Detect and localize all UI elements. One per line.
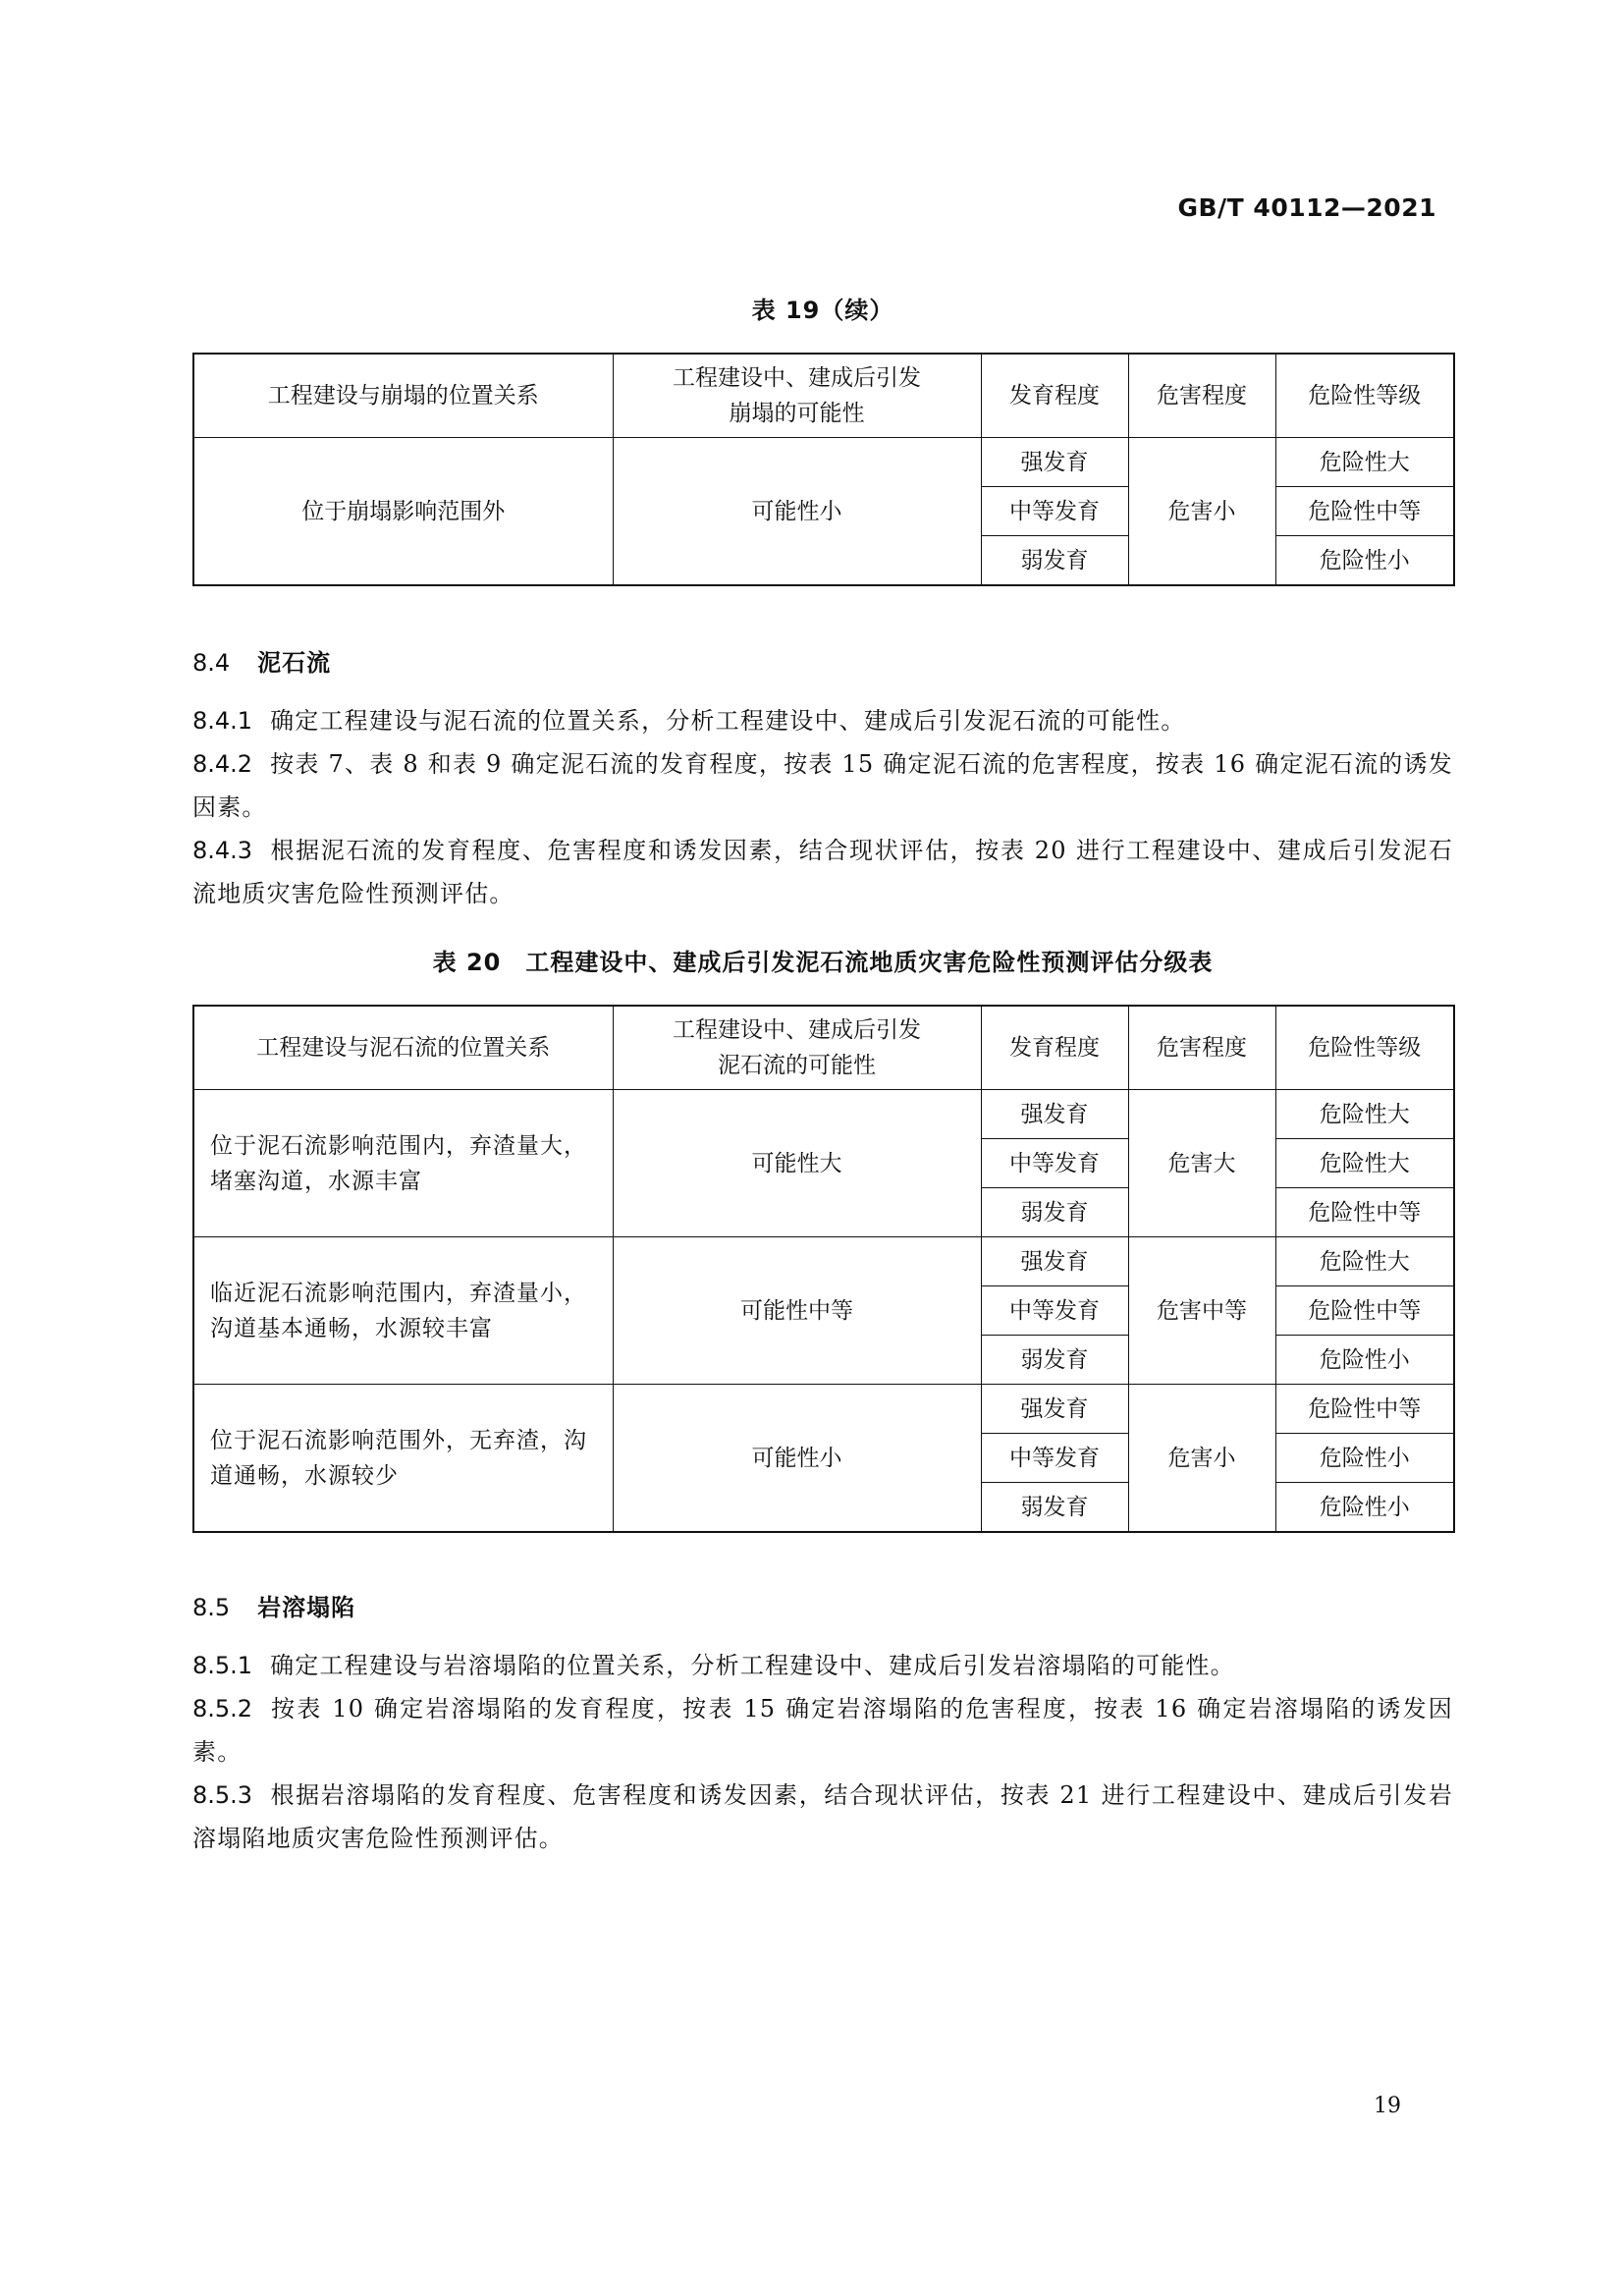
table19-caption: 表 19（续） xyxy=(751,297,894,324)
level-cell: 危险性小 xyxy=(1275,1483,1454,1533)
table-row xyxy=(193,1090,1454,1139)
development-cell: 弱发育 xyxy=(981,1188,1128,1237)
table20-header-level: 危险性等级 xyxy=(1275,1006,1454,1090)
clause-number: 8.5.1 xyxy=(192,1652,253,1679)
clause-text: 根据岩溶塌陷的发育程度、危害程度和诱发因素，结合现状评估，按表 21 进行工程建设中、建成后引发岩溶塌陷地质灾害危险性预测评估。 xyxy=(192,1781,1453,1852)
table19-harm-cell: 危害小 xyxy=(1128,438,1275,586)
level-cell: 危险性小 xyxy=(1275,536,1454,586)
level-cell: 危险性大 xyxy=(1275,1237,1454,1286)
section-title: 泥石流 xyxy=(257,649,332,677)
level-cell: 危险性中等 xyxy=(1275,1385,1454,1434)
table19-header-development: 发育程度 xyxy=(981,354,1128,438)
possibility-cell: 可能性中等 xyxy=(613,1237,981,1385)
development-cell: 强发育 xyxy=(981,1385,1128,1434)
section-title: 岩溶塌陷 xyxy=(257,1594,356,1621)
position-cell: 位于泥石流影响范围外，无弃渣，沟道通畅，水源较少 xyxy=(193,1385,613,1533)
level-cell: 危险性中等 xyxy=(1275,1286,1454,1336)
position-cell: 临近泥石流影响范围内，弃渣量小，沟道基本通畅，水源较丰富 xyxy=(193,1237,613,1385)
table19-position-cell: 位于崩塌影响范围外 xyxy=(193,438,613,586)
harm-cell: 危害大 xyxy=(1128,1090,1275,1237)
section-8-4-heading xyxy=(192,643,331,678)
clause-text: 确定工程建设与泥石流的位置关系，分析工程建设中、建成后引发泥石流的可能性。 xyxy=(270,707,1186,735)
clause-8-4-3 xyxy=(192,829,1453,915)
clause-number: 8.4.2 xyxy=(192,750,253,778)
table20-header-development: 发育程度 xyxy=(981,1006,1128,1090)
development-cell: 弱发育 xyxy=(981,1336,1128,1385)
table19 xyxy=(192,353,1455,586)
standard-code: GB/T 40112—2021 xyxy=(1177,193,1436,222)
table-row xyxy=(193,438,1454,487)
harm-cell: 危害中等 xyxy=(1128,1237,1275,1385)
table20-header-harm: 危害程度 xyxy=(1128,1006,1275,1090)
development-cell: 弱发育 xyxy=(981,1483,1128,1533)
development-cell: 中等发育 xyxy=(981,1139,1128,1188)
table20-header-possibility: 工程建设中、建成后引发泥石流的可能性 xyxy=(613,1006,981,1090)
table19-header-harm: 危害程度 xyxy=(1128,354,1275,438)
possibility-cell: 可能性大 xyxy=(613,1090,981,1237)
table20-header-position: 工程建设与泥石流的位置关系 xyxy=(193,1006,613,1090)
table19-header-level: 危险性等级 xyxy=(1275,354,1454,438)
section-8-5-heading xyxy=(192,1588,355,1622)
table19-header-row xyxy=(193,354,1454,438)
development-cell: 强发育 xyxy=(981,438,1128,487)
clause-number: 8.4.3 xyxy=(192,837,253,864)
table20-caption: 表 20 工程建设中、建成后引发泥石流地质灾害危险性预测评估分级表 xyxy=(432,949,1214,976)
level-cell: 危险性中等 xyxy=(1275,1188,1454,1237)
section-number: 8.4 xyxy=(192,649,231,677)
section-number: 8.5 xyxy=(192,1594,231,1621)
table20 xyxy=(192,1005,1455,1533)
table19-possibility-cell: 可能性小 xyxy=(613,438,981,586)
development-cell: 弱发育 xyxy=(981,536,1128,586)
level-cell: 危险性大 xyxy=(1275,1090,1454,1139)
clause-8-4-2 xyxy=(192,742,1453,829)
clause-8-5-2 xyxy=(192,1687,1453,1774)
clause-text: 根据泥石流的发育程度、危害程度和诱发因素，结合现状评估，按表 20 进行工程建设中、建成后引发泥石流地质灾害危险性预测评估。 xyxy=(192,837,1453,907)
possibility-cell: 可能性小 xyxy=(613,1385,981,1533)
level-cell: 危险性大 xyxy=(1275,438,1454,487)
harm-cell: 危害小 xyxy=(1128,1385,1275,1533)
clause-number: 8.5.3 xyxy=(192,1781,253,1809)
level-cell: 危险性大 xyxy=(1275,1139,1454,1188)
page-number: 19 xyxy=(1374,2094,1401,2118)
level-cell: 危险性小 xyxy=(1275,1336,1454,1385)
clause-text: 按表 10 确定岩溶塌陷的发育程度，按表 15 确定岩溶塌陷的危害程度，按表 16 确定岩溶塌陷的诱发因素。 xyxy=(192,1695,1453,1766)
table20-header-row xyxy=(193,1006,1454,1090)
table-row xyxy=(193,1385,1454,1434)
development-cell: 强发育 xyxy=(981,1237,1128,1286)
development-cell: 强发育 xyxy=(981,1090,1128,1139)
table19-header-position: 工程建设与崩塌的位置关系 xyxy=(193,354,613,438)
development-cell: 中等发育 xyxy=(981,487,1128,536)
level-cell: 危险性小 xyxy=(1275,1434,1454,1483)
position-cell: 位于泥石流影响范围内，弃渣量大，堵塞沟道，水源丰富 xyxy=(193,1090,613,1237)
level-cell: 危险性中等 xyxy=(1275,487,1454,536)
clause-8-5-1 xyxy=(192,1644,1453,1687)
table19-header-possibility: 工程建设中、建成后引发崩塌的可能性 xyxy=(613,354,981,438)
clause-text: 按表 7、表 8 和表 9 确定泥石流的发育程度，按表 15 确定泥石流的危害程度，按表 16 确定泥石流的诱发因素。 xyxy=(192,750,1453,821)
development-cell: 中等发育 xyxy=(981,1286,1128,1336)
development-cell: 中等发育 xyxy=(981,1434,1128,1483)
table-row xyxy=(193,1237,1454,1286)
clause-number: 8.5.2 xyxy=(192,1695,253,1722)
clause-text: 确定工程建设与岩溶塌陷的位置关系，分析工程建设中、建成后引发岩溶塌陷的可能性。 xyxy=(270,1652,1235,1679)
clause-number: 8.4.1 xyxy=(192,707,253,735)
clause-8-4-1 xyxy=(192,699,1453,742)
clause-8-5-3 xyxy=(192,1774,1453,1860)
